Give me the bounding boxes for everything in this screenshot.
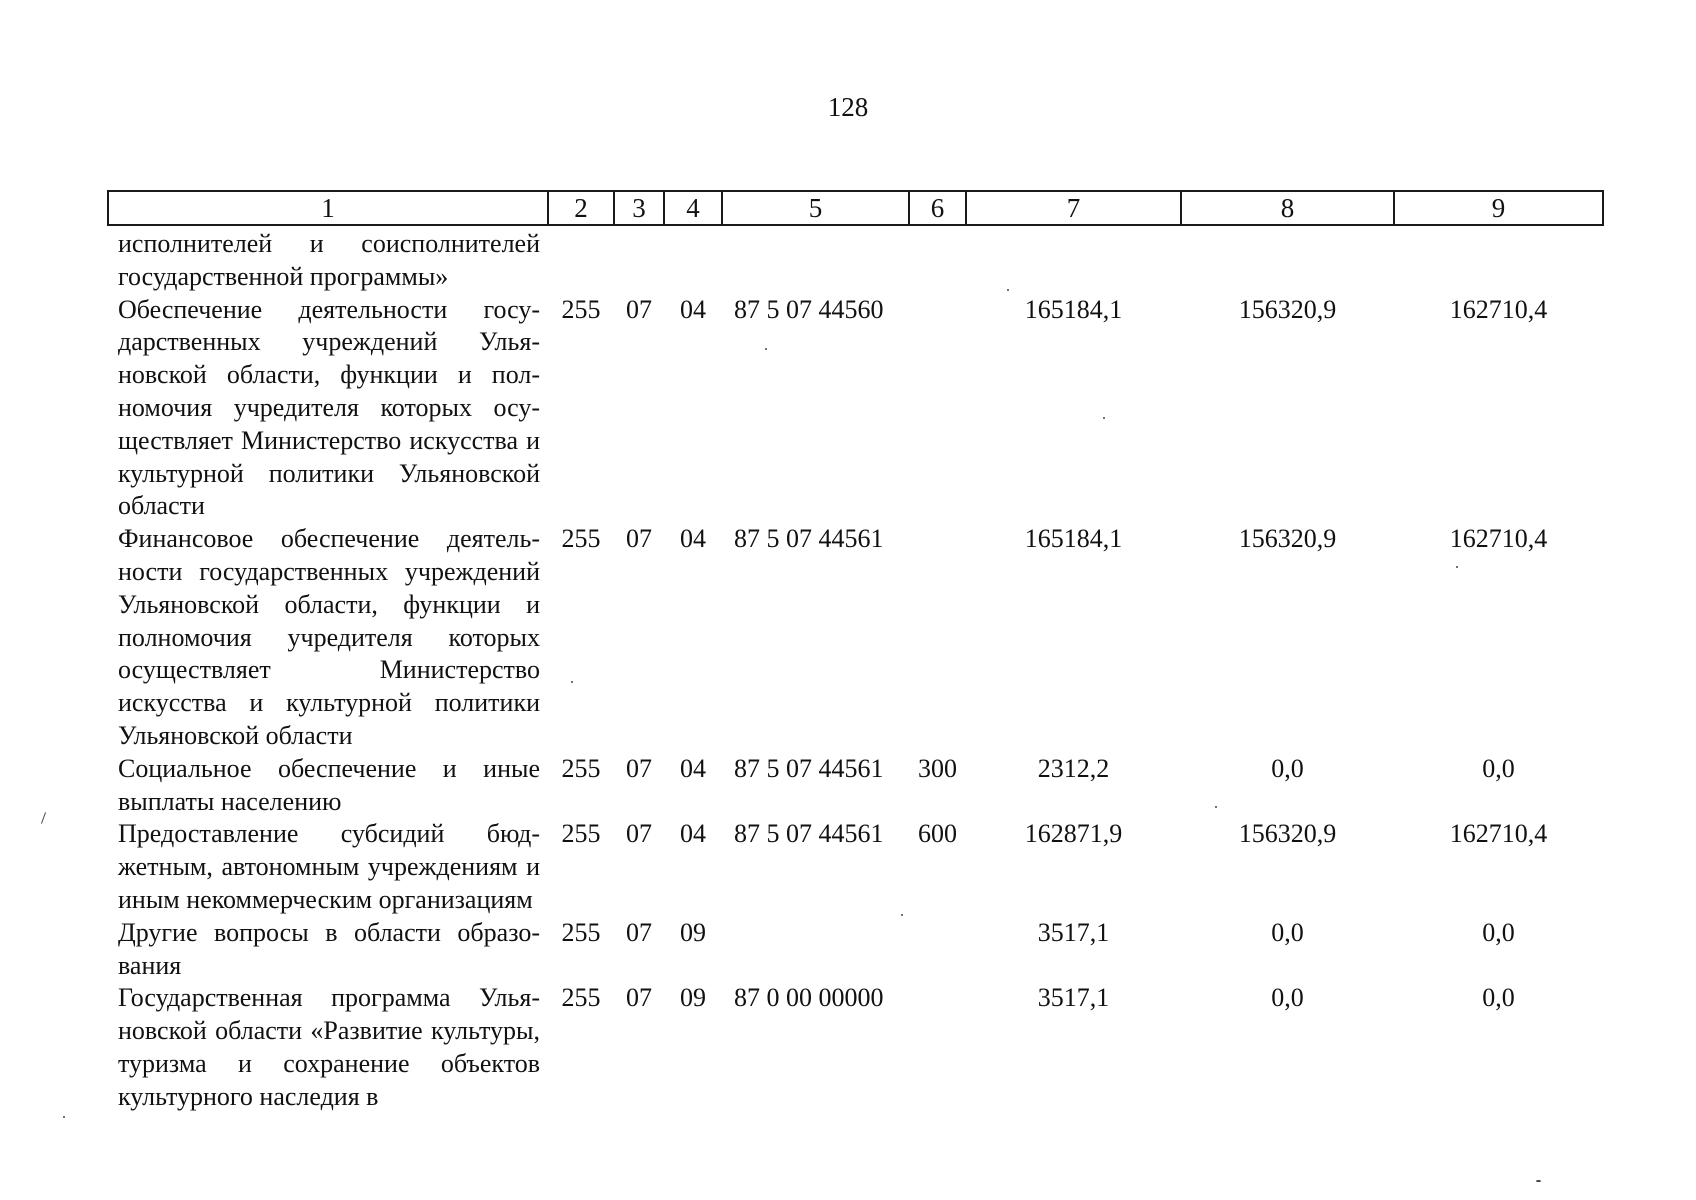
budget-table (107, 190, 1604, 1114)
cell-col-4: 09 (680, 983, 706, 1013)
row-description: Предоставление субсидий бюджетным, автономным учреждениям и иным некоммерческим организациям (118, 819, 540, 914)
cell-col-4: 04 (680, 819, 706, 849)
row-description: Обеспечение деятельности государственных учреждений Ульяновской области, функции и полномочия учредителя которых осуществляет Министерство искусства и культурной политики Ульяновской области (118, 294, 540, 521)
column-header-8: 8 (1181, 191, 1394, 225)
table-row (108, 294, 1603, 524)
cell-col-4: 04 (680, 753, 706, 783)
cell-col-5: 87 5 07 44561 (734, 819, 884, 849)
cell-col-9: 162710,4 (1449, 294, 1548, 324)
cell-col-6: 300 (918, 753, 957, 783)
cell-col-6 (909, 917, 966, 983)
cell-col-8: 0,0 (1271, 983, 1304, 1013)
scan-speck (901, 914, 903, 916)
cell-col-7: 165184,1 (1024, 294, 1123, 324)
cell-col-5: 87 5 07 44561 (734, 753, 884, 783)
cell-col-5 (722, 225, 909, 294)
cell-col-6 (909, 523, 966, 753)
cell-col-3: 07 (626, 753, 652, 783)
scan-speck (41, 812, 46, 824)
cell-col-4: 09 (680, 917, 706, 947)
cell-col-3: 07 (626, 917, 652, 947)
cell-col-5 (722, 917, 909, 983)
cell-col-7: 3517,1 (1037, 917, 1110, 947)
page-number: 128 (827, 92, 869, 122)
cell-col-6 (909, 225, 966, 294)
cell-col-8: 0,0 (1271, 917, 1304, 947)
scan-speck (1536, 1180, 1541, 1182)
scan-speck (1215, 806, 1217, 808)
scan-speck (1456, 566, 1458, 568)
cell-col-3 (614, 225, 664, 294)
cell-col-9: 162710,4 (1449, 524, 1548, 554)
scan-speck (63, 1116, 65, 1118)
cell-col-3: 07 (626, 819, 652, 849)
cell-col-5: 87 5 07 44560 (734, 294, 884, 324)
cell-col-8 (1181, 225, 1394, 294)
table-row (108, 982, 1603, 1113)
table-row (108, 523, 1603, 753)
cell-col-3: 07 (626, 294, 652, 324)
cell-col-2: 255 (561, 524, 601, 554)
cell-col-9: 0,0 (1482, 983, 1515, 1013)
cell-col-2: 255 (561, 753, 601, 783)
table-header-row (108, 191, 1603, 225)
cell-col-7: 3517,1 (1037, 983, 1110, 1013)
cell-col-6: 600 (918, 819, 957, 849)
cell-col-4: 04 (680, 294, 706, 324)
table-row (108, 917, 1603, 983)
row-description: Финансовое обеспечение деятельности государственных учреждений Ульяновской области, функции и полномочия учредителя которых осуществляет Министерство искусства и культурной политики Ульяновской области (118, 524, 540, 750)
cell-col-8: 156320,9 (1238, 819, 1337, 849)
cell-col-8: 156320,9 (1238, 294, 1337, 324)
cell-col-6 (909, 982, 966, 1113)
cell-col-4: 04 (680, 524, 706, 554)
cell-col-9: 162710,4 (1449, 819, 1548, 849)
cell-col-3: 07 (626, 983, 652, 1013)
cell-col-2: 255 (561, 819, 601, 849)
cell-col-2: 255 (561, 983, 601, 1013)
scan-speck (1007, 289, 1009, 291)
row-description: Другие вопросы в области образования (118, 917, 540, 980)
cell-col-6 (909, 294, 966, 524)
column-header-4: 4 (664, 191, 722, 225)
row-description: Социальное обеспечение и иные выплаты населению (118, 753, 540, 816)
row-description: исполнителей и соисполнителей государственной программы» (118, 229, 540, 291)
cell-col-7 (966, 225, 1181, 294)
cell-col-2: 255 (561, 917, 601, 947)
cell-col-2: 255 (561, 294, 601, 324)
table-row (108, 225, 1603, 294)
cell-col-3: 07 (626, 524, 652, 554)
column-header-3: 3 (614, 191, 664, 225)
table-row (108, 753, 1603, 819)
column-header-1: 1 (108, 191, 548, 225)
cell-col-5: 87 5 07 44561 (734, 524, 884, 554)
scan-speck (571, 681, 573, 683)
table-row (108, 818, 1603, 916)
column-header-9: 9 (1394, 191, 1603, 225)
row-description: Государственная программа Ульяновской области «Развитие культуры, туризма и сохранение объектов культурного наследия в (118, 983, 540, 1111)
column-header-6: 6 (909, 191, 966, 225)
cell-col-7: 2312,2 (1037, 753, 1110, 783)
cell-col-8: 156320,9 (1238, 524, 1337, 554)
cell-col-9: 0,0 (1482, 753, 1515, 783)
scan-speck (1103, 417, 1105, 419)
cell-col-4 (664, 225, 722, 294)
cell-col-5: 87 0 00 00000 (734, 983, 884, 1013)
column-header-5: 5 (722, 191, 909, 225)
cell-col-9: 0,0 (1482, 917, 1515, 947)
column-header-7: 7 (966, 191, 1181, 225)
column-header-2: 2 (548, 191, 614, 225)
cell-col-8: 0,0 (1271, 753, 1304, 783)
cell-col-7: 162871,9 (1024, 819, 1123, 849)
cell-col-9 (1394, 225, 1603, 294)
scan-speck (765, 348, 767, 350)
cell-col-2 (548, 225, 614, 294)
cell-col-7: 165184,1 (1024, 524, 1123, 554)
